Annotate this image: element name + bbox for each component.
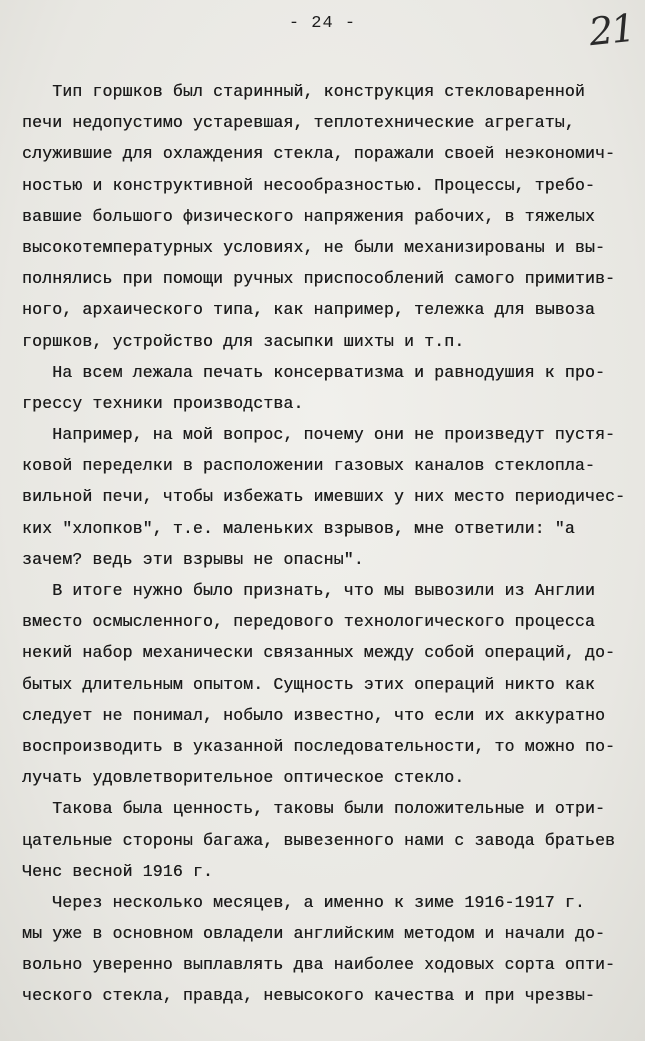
text-line: служившие для охлаждения стекла, поражали своей неэкономич- <box>22 144 616 164</box>
text-line: Ченс весной 1916 г. <box>22 861 213 881</box>
paragraph-6 <box>22 887 628 1012</box>
text-line: вавшие большого физического напряжения рабочих, в тяжелых <box>22 206 595 226</box>
text-line: мы уже в основном овладели английским методом и начали до- <box>22 924 605 944</box>
text-line: горшков, устройство для засыпки шихты и т.п. <box>22 331 465 351</box>
text-line: Такова была ценность, таковы были положительные и отри- <box>22 799 605 819</box>
paragraph-5 <box>22 793 628 887</box>
text-line: Через несколько месяцев, а именно к зиме 1916-1917 г. <box>22 892 585 912</box>
paragraph-3 <box>22 419 628 575</box>
text-line: грессу техники производства. <box>22 393 304 413</box>
handwritten-archive-number: 21 <box>586 5 636 55</box>
text-line: бытых длительным опытом. Сущность этих операций никто как <box>22 674 595 694</box>
text-line: высокотемпературных условиях, не были механизированы и вы- <box>22 237 605 257</box>
text-line: вместо осмысленного, передового технологического процесса <box>22 612 595 632</box>
text-line: воспроизводить в указанной последовательности, то можно по- <box>22 736 616 756</box>
text-line: Например, на мой вопрос, почему они не произведут пустя- <box>22 425 616 445</box>
text-line: ного, архаического типа, как например, тележка для вывоза <box>22 300 595 320</box>
text-line: вильной печи, чтобы избежать имевших у них место периодичес- <box>22 487 626 507</box>
text-line: ческого стекла, правда, невысокого качества и при чрезвы- <box>22 986 595 1006</box>
text-line: ковой переделки в расположении газовых каналов стеклопла- <box>22 456 595 476</box>
text-line: ностью и конструктивной несообразностью. Процессы, требо- <box>22 175 595 195</box>
text-line: зачем? ведь эти взрывы не опасны". <box>22 549 364 569</box>
text-line: ких "хлопков", т.е. маленьких взрывов, мне ответили: "а <box>22 518 575 538</box>
text-line: печи недопустимо устаревшая, теплотехнические агрегаты, <box>22 113 575 133</box>
paragraph-1 <box>22 76 628 357</box>
text-line: лучать удовлетворительное оптическое стекло. <box>22 768 465 788</box>
text-line: полнялись при помощи ручных приспособлений самого примитив- <box>22 269 616 289</box>
paragraph-4 <box>22 575 628 793</box>
text-line: некий набор механически связанных между собой операций, до- <box>22 643 616 663</box>
text-line: цательные стороны багажа, вывезенного нами с завода братьев <box>22 830 616 850</box>
text-line: На всем лежала печать консерватизма и равнодушия к про- <box>22 362 605 382</box>
text-line: В итоге нужно было признать, что мы вывозили из Англии <box>22 581 595 600</box>
text-line: Тип горшков был старинный, конструкция стекловаренной <box>22 82 585 101</box>
body-text <box>22 76 628 1012</box>
text-line: вольно уверенно выплавлять два наиболее ходовых сорта опти- <box>22 955 616 975</box>
page-number: - 24 - <box>288 14 357 33</box>
text-line: следует не понимал, нобыло известно, что если их аккуратно <box>22 705 605 725</box>
paragraph-2 <box>22 357 628 419</box>
